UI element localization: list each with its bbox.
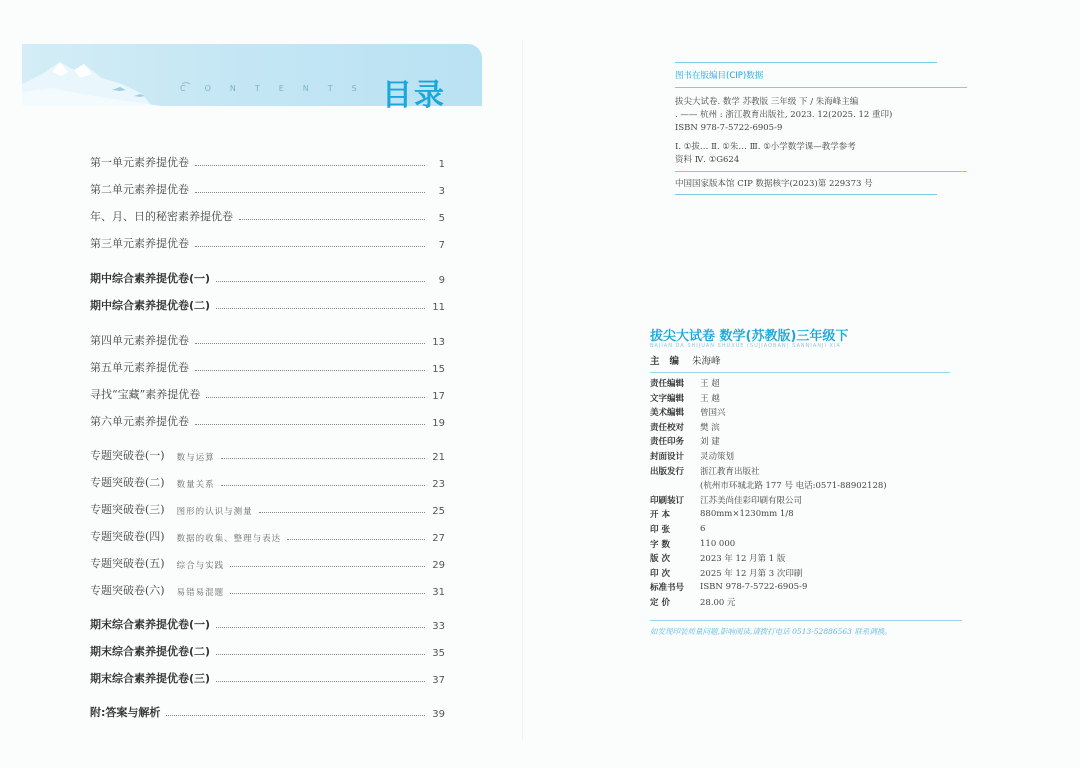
toc-item-page: 39 xyxy=(432,709,445,720)
credit-key: 责任编辑 xyxy=(650,379,685,389)
credit-row xyxy=(650,522,705,536)
toc-item-label: 期末综合素养提优卷(三) xyxy=(90,672,211,685)
credit-row xyxy=(650,391,720,405)
toc-item-page: 7 xyxy=(438,240,445,251)
notice-divider xyxy=(650,620,962,621)
credit-value: ISBN 978-7-5722-6905-9 xyxy=(700,582,808,593)
cip-line: 资料 Ⅳ. ①G624 xyxy=(675,155,740,165)
toc-leader-dots xyxy=(230,566,425,567)
toc-item xyxy=(90,668,445,686)
toc-leader-dots xyxy=(259,512,425,513)
toc-leader-dots xyxy=(216,281,425,282)
copyright-page xyxy=(530,0,1080,768)
toc-item xyxy=(90,614,445,632)
toc-leader-dots xyxy=(195,246,425,247)
credit-value: 110 000 xyxy=(700,538,736,549)
toc-item xyxy=(90,295,445,313)
toc-item-label: 期末综合素养提优卷(二) xyxy=(90,645,211,658)
toc-item-page: 17 xyxy=(432,391,445,402)
credit-value: 28.00 元 xyxy=(700,598,736,608)
credit-value: 灵动策划 xyxy=(700,452,735,462)
editor-key: 主编 xyxy=(650,356,690,367)
toc-item-label: 专题突破卷(一) xyxy=(90,449,165,462)
credit-key: 责任印务 xyxy=(650,437,685,448)
toc-item-label: 专题突破卷(二) xyxy=(90,476,165,489)
toc-item xyxy=(90,445,445,463)
toc-item xyxy=(90,499,445,517)
toc-item-topic: 数与运算 xyxy=(176,453,215,463)
credit-key: 美术编辑 xyxy=(650,408,685,419)
toc-item xyxy=(90,411,445,429)
toc-item-topic: 图形的认识与测量 xyxy=(176,507,253,517)
toc-item-page: 29 xyxy=(432,560,445,571)
toc-item-page: 11 xyxy=(432,302,445,313)
toc-item-label: 年、月、日的秘密素养提优卷 xyxy=(90,210,233,223)
credit-row xyxy=(650,464,760,478)
credit-key: 字 数 xyxy=(650,539,670,550)
credit-row xyxy=(650,420,720,434)
toc-item xyxy=(90,206,445,224)
toc-item xyxy=(90,384,445,402)
toc-leader-dots xyxy=(216,654,425,655)
credit-row xyxy=(650,507,794,521)
toc-item xyxy=(90,152,445,170)
credit-row xyxy=(650,580,807,594)
credit-value: 樊 滨 xyxy=(700,422,720,433)
toc-leader-dots xyxy=(206,397,425,398)
credit-key: 标准书号 xyxy=(650,583,685,594)
toc-leader-dots xyxy=(166,715,425,716)
credit-value: 6 xyxy=(700,524,706,534)
credit-key: 封面设计 xyxy=(650,452,685,462)
cip-line: Ⅰ. ①拔… Ⅱ. ①朱… Ⅲ. ①小学数学课—教学参考 xyxy=(675,142,856,152)
toc-item xyxy=(90,357,445,375)
credit-key: 出版发行 xyxy=(650,466,685,477)
cip-body xyxy=(675,88,937,171)
toc-item-label: 第三单元素养提优卷 xyxy=(90,237,189,250)
cip-line: . —— 杭州 : 浙江教育出版社, 2023. 12(2025. 12 重印) xyxy=(675,110,893,120)
toc-item xyxy=(90,330,445,348)
toc-item-page: 25 xyxy=(432,506,445,517)
toc-item-label: 期中综合素养提优卷(一) xyxy=(90,272,211,285)
toc-item-page: 15 xyxy=(432,364,445,375)
toc-leader-dots xyxy=(195,192,425,193)
toc-item-label: 第六单元素养提优卷 xyxy=(90,415,189,428)
toc-item-page: 33 xyxy=(432,621,445,632)
contents-page xyxy=(0,0,520,768)
credit-key: 版 次 xyxy=(650,554,670,565)
toc-item xyxy=(90,553,445,571)
credit-value: 王 越 xyxy=(700,393,720,404)
toc-item-page: 23 xyxy=(432,479,445,490)
toc-item-label: 第五单元素养提优卷 xyxy=(90,361,189,374)
credit-row xyxy=(650,493,802,507)
toc-item-page: 1 xyxy=(438,159,445,170)
credit-key: 责任校对 xyxy=(650,422,685,433)
toc-leader-dots xyxy=(195,424,425,425)
toc-item-topic: 易错易混题 xyxy=(176,588,225,598)
toc-item xyxy=(90,580,445,598)
page-title: 目录 xyxy=(382,78,446,113)
toc-leader-dots xyxy=(221,458,425,459)
toc-item-page: 9 xyxy=(438,275,445,286)
credit-key: 印 张 xyxy=(650,525,670,535)
credit-key: 开 本 xyxy=(650,510,670,521)
toc-item-label: 专题突破卷(六) xyxy=(90,584,165,597)
chief-editor xyxy=(650,353,950,373)
credit-key: 定 价 xyxy=(650,598,670,608)
cip-line: ISBN 978-7-5722-6905-9 xyxy=(675,123,783,133)
cip-footer: 中国国家版本馆 CIP 数据核字(2023)第 229373 号 xyxy=(675,171,967,194)
toc-item-label: 专题突破卷(五) xyxy=(90,557,165,570)
toc-item-label: 第四单元素养提优卷 xyxy=(90,334,189,347)
credit-key: 印刷装订 xyxy=(650,495,685,506)
toc-item-label: 附:答案与解析 xyxy=(90,706,161,719)
toc-item xyxy=(90,641,445,659)
toc-item-label: 期中综合素养提优卷(二) xyxy=(90,299,211,312)
credit-row xyxy=(650,537,735,551)
toc-item-page: 19 xyxy=(432,418,445,429)
toc-item-page: 5 xyxy=(438,213,445,224)
toc-item-topic: 综合与实践 xyxy=(176,561,225,571)
toc-leader-dots xyxy=(195,343,425,344)
toc-leader-dots xyxy=(239,219,425,220)
toc-item-label: 第一单元素养提优卷 xyxy=(90,156,189,169)
credit-row xyxy=(650,449,734,463)
editor-value: 朱海峰 xyxy=(692,356,721,367)
toc-leader-dots xyxy=(221,485,425,486)
toc-item xyxy=(90,233,445,251)
toc-item-topic: 数量关系 xyxy=(176,480,215,490)
toc-item-page: 31 xyxy=(432,587,445,598)
credit-key: 文字编辑 xyxy=(650,393,685,404)
toc-item-page: 13 xyxy=(432,337,445,348)
toc-item xyxy=(90,179,445,197)
toc-item-page: 35 xyxy=(432,648,445,659)
toc-item-label: 寻找“宝藏”素养提优卷 xyxy=(90,388,201,401)
toc-item-topic: 数据的收集、整理与表达 xyxy=(176,534,282,544)
credit-value: 江苏美尚佳彩印刷有限公司 xyxy=(700,495,803,506)
credit-value: 曾国兴 xyxy=(700,408,726,419)
credit-row xyxy=(650,405,726,419)
toc-item-page: 21 xyxy=(432,452,445,463)
credit-value: 浙江教育出版社 xyxy=(700,466,760,477)
toc-item xyxy=(90,526,445,544)
credit-row xyxy=(650,434,720,448)
toc-item-page: 27 xyxy=(432,533,445,544)
toc-leader-dots xyxy=(216,627,425,628)
toc-item xyxy=(90,472,445,490)
credit-row xyxy=(650,566,802,580)
credit-row xyxy=(650,595,736,609)
toc-leader-dots xyxy=(195,370,425,371)
credit-value: 880mm×1230mm 1/8 xyxy=(700,509,794,520)
toc-leader-dots xyxy=(195,165,425,166)
toc-item xyxy=(90,702,445,720)
toc-item-label: 第二单元素养提优卷 xyxy=(90,183,189,196)
contents-word: CONTENTS xyxy=(180,84,376,93)
credit-value: 王 超 xyxy=(700,379,720,389)
toc-leader-dots xyxy=(216,681,425,682)
cip-box xyxy=(675,62,937,195)
cip-title: 图书在版编目(CIP)数据 xyxy=(675,63,967,88)
credit-row xyxy=(650,478,887,492)
toc-leader-dots xyxy=(216,308,425,309)
credit-key: 印 次 xyxy=(650,568,670,579)
toc-item-label: 期末综合素养提优卷(一) xyxy=(90,618,211,631)
book-subtitle: BAJIAN DA SHIJUAN SHUXUE (SUJIAOBAN) SANNIANJI XIA xyxy=(650,343,841,349)
toc-item-page: 3 xyxy=(438,186,445,197)
toc-item-page: 37 xyxy=(432,675,445,686)
credit-row xyxy=(650,376,720,390)
toc-leader-dots xyxy=(230,593,425,594)
cip-line: 拔尖大试卷. 数学 苏教版 三年级 下 / 朱海峰主编 xyxy=(675,97,859,107)
credit-value: 2023 年 12 月第 1 版 xyxy=(700,554,786,565)
credit-row xyxy=(650,551,785,565)
toc-item-label: 专题突破卷(三) xyxy=(90,503,165,516)
credit-value: 2025 年 12 月第 3 次印刷 xyxy=(700,568,803,579)
page-fold xyxy=(522,40,523,740)
book-title: 拔尖大试卷 数学(苏教版)三年级下 xyxy=(650,329,849,344)
toc-item xyxy=(90,268,445,286)
credit-value: (杭州市环城北路 177 号 电话:0571-88902128) xyxy=(700,481,887,492)
quality-notice: 如发现印装质量问题,影响阅读,请拨打电话 0513-52886563 联系调换。 xyxy=(650,627,892,636)
credit-value: 刘 建 xyxy=(700,437,720,448)
toc-leader-dots xyxy=(287,539,425,540)
toc-item-label: 专题突破卷(四) xyxy=(90,530,165,543)
